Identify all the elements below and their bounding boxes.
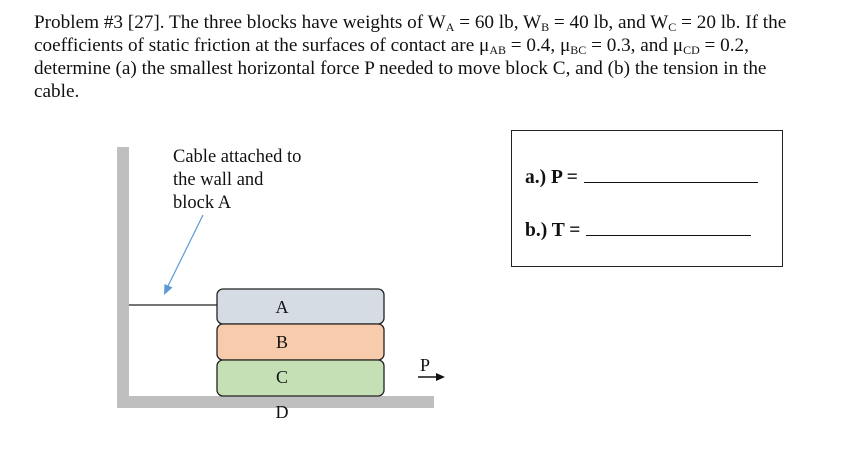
pointer-arrow-head [164, 284, 173, 295]
block-b [217, 324, 384, 360]
answer-p-label: a.) P = [525, 167, 578, 188]
problem-text-part: = 40 lb, and W [549, 12, 669, 33]
force-arrow-head [436, 373, 445, 381]
block-b-label: B [275, 332, 289, 352]
surface-d-label: D [275, 402, 289, 422]
answer-p-row [525, 166, 758, 189]
problem-text-part: = 0.2, determine (a) the smallest horizontal force P needed to move block C, and (b) the tension in the cable. [34, 35, 767, 102]
cable-label-line-3: block A [173, 193, 232, 213]
problem-text-part: = 0.3, and μ [586, 35, 684, 56]
force-label: P [419, 355, 431, 375]
block-a [217, 289, 384, 324]
subscript: B [541, 20, 550, 34]
subscript: A [445, 20, 455, 34]
subscript: AB [489, 43, 506, 57]
subscript: CD [683, 43, 700, 57]
cable-label-line-1: Cable attached to [173, 147, 302, 167]
problem-text-part: Problem #3 [27]. The three blocks have weights of W [34, 12, 446, 33]
answer-t-row [525, 219, 751, 242]
subscript: BC [570, 43, 587, 57]
block-c [217, 360, 384, 396]
answer-box [511, 130, 783, 267]
answer-p-blank[interactable] [584, 166, 758, 183]
block-a-label: A [275, 297, 289, 317]
pointer-arrow-line [168, 215, 203, 286]
subscript: C [668, 20, 677, 34]
problem-text-part: = 0.4, μ [505, 35, 571, 56]
answer-t-blank[interactable] [586, 219, 751, 236]
problem-text-part: = 20 lb. If the coefficients of static friction at the surfaces of contact are μ [34, 12, 787, 56]
cable-label-line-2: the wall and [173, 170, 264, 190]
wall [117, 147, 129, 408]
problem-text-part: = 60 lb, W [454, 12, 542, 33]
block-c-label: C [275, 367, 289, 387]
answer-t-label: b.) T = [525, 220, 581, 241]
